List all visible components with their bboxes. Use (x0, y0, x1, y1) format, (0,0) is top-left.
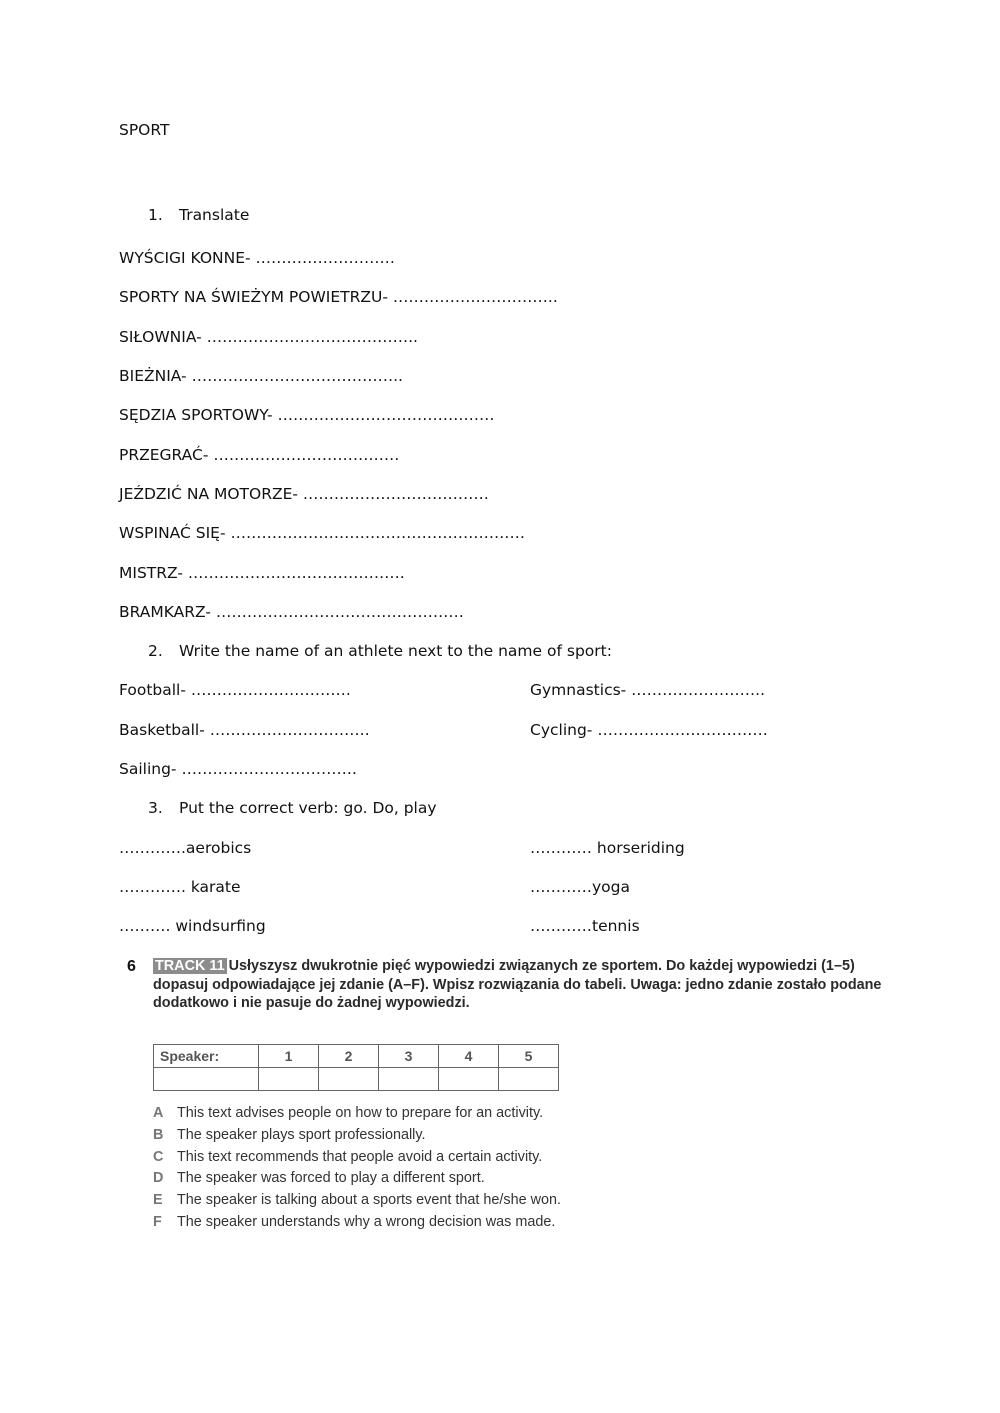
answer-cell-blank (154, 1068, 259, 1091)
exercise-2-title: Write the name of an athlete next to the name of sport: (179, 642, 612, 660)
exercise-1-number: 1. (148, 206, 163, 224)
exercise-6-number: 6 (127, 958, 136, 975)
verb-item[interactable]: ………….aerobics (119, 839, 252, 857)
option-text: The speaker plays sport professionally. (177, 1127, 426, 1143)
athlete-item[interactable]: Basketball- …………………………. (119, 721, 370, 739)
translate-item[interactable]: PRZEGRAĆ- ……………………………… (119, 446, 400, 464)
option-letter: D (153, 1170, 164, 1186)
verb-item[interactable]: ………… horseriding (530, 839, 685, 857)
exercise-6-instruction-text: Usłyszysz dwukrotnie pięć wypowiedzi związanych ze sportem. Do każdej wypowiedzi (1–5) dopasuj odpowiadające jej zdanie (A–F). Wpisz rozwiązania do tabeli. Uwaga: jedno zdanie zostało podane dodatkowo i nie pasuje do żadnej wypowiedzi. (153, 958, 882, 1011)
exercise-1-title: Translate (179, 206, 250, 224)
verb-item[interactable]: …………tennis (530, 917, 640, 935)
translate-item[interactable]: BRAMKARZ- ………………………………………… (119, 603, 464, 621)
speaker-label: Speaker: (154, 1045, 259, 1068)
athlete-item[interactable]: Cycling- …………………………… (530, 721, 768, 739)
answer-cell[interactable] (439, 1068, 499, 1091)
option-letter: B (153, 1127, 164, 1143)
option-text: This text advises people on how to prepare for an activity. (177, 1105, 544, 1121)
athlete-item[interactable]: Gymnastics- …………………….. (530, 681, 766, 699)
option-item (153, 1168, 485, 1188)
translate-item[interactable]: SĘDZIA SPORTOWY- …………………………………… (119, 406, 495, 424)
answer-cell[interactable] (379, 1068, 439, 1091)
answer-table (153, 1044, 559, 1091)
option-letter: A (153, 1105, 164, 1121)
speaker-column: 3 (379, 1045, 439, 1068)
athlete-item[interactable]: Football- …………………………. (119, 681, 351, 699)
option-item (153, 1147, 542, 1167)
exercise-1-heading (148, 205, 249, 225)
option-letter: F (153, 1214, 162, 1230)
speaker-column: 2 (319, 1045, 379, 1068)
exercise-3-number: 3. (148, 799, 163, 817)
option-text: The speaker understands why a wrong decision was made. (177, 1214, 556, 1230)
exercise-6-instructions (153, 957, 883, 1013)
page-title: SPORT (119, 121, 170, 139)
answer-cell[interactable] (259, 1068, 319, 1091)
translate-item[interactable]: SIŁOWNIA- ………………………………….. (119, 328, 418, 346)
option-item (153, 1125, 426, 1145)
track-badge: TRACK 11 (155, 958, 225, 974)
verb-item[interactable]: …………yoga (530, 878, 630, 896)
exercise-3-title: Put the correct verb: go. Do, play (179, 799, 437, 817)
option-item (153, 1190, 561, 1210)
answer-cell[interactable] (319, 1068, 379, 1091)
athlete-item[interactable]: Sailing- ……………………………. (119, 760, 357, 778)
option-text: The speaker is talking about a sports event that he/she won. (177, 1192, 561, 1208)
translate-item[interactable]: WSPINAĆ SIĘ- ………………………………………………… (119, 524, 525, 542)
translate-item[interactable]: SPORTY NA ŚWIEŻYM POWIETRZU- ………………………….. (119, 288, 558, 306)
answer-table-header-row (154, 1045, 559, 1068)
exercise-3-heading (148, 798, 437, 818)
verb-item[interactable]: ………. windsurfing (119, 917, 266, 935)
answer-table-input-row (154, 1068, 559, 1091)
option-item (153, 1212, 555, 1232)
speaker-column: 5 (499, 1045, 559, 1068)
translate-item[interactable]: MISTRZ- …………………………………… (119, 564, 405, 582)
translate-item[interactable]: JEŹDZIĆ NA MOTORZE- ……………………………… (119, 485, 489, 503)
answer-cell[interactable] (499, 1068, 559, 1091)
exercise-2-heading (148, 641, 612, 661)
translate-item[interactable]: WYŚCIGI KONNE- ……………………… (119, 249, 396, 267)
speaker-column: 1 (259, 1045, 319, 1068)
speaker-column: 4 (439, 1045, 499, 1068)
verb-item[interactable]: …………. karate (119, 878, 241, 896)
option-letter: E (153, 1192, 163, 1208)
option-letter: C (153, 1149, 164, 1165)
option-text: This text recommends that people avoid a certain activity. (177, 1149, 543, 1165)
option-text: The speaker was forced to play a different sport. (177, 1170, 485, 1186)
option-item (153, 1103, 543, 1123)
exercise-2-number: 2. (148, 642, 163, 660)
translate-item[interactable]: BIEŻNIA- ………………………………….. (119, 367, 403, 385)
